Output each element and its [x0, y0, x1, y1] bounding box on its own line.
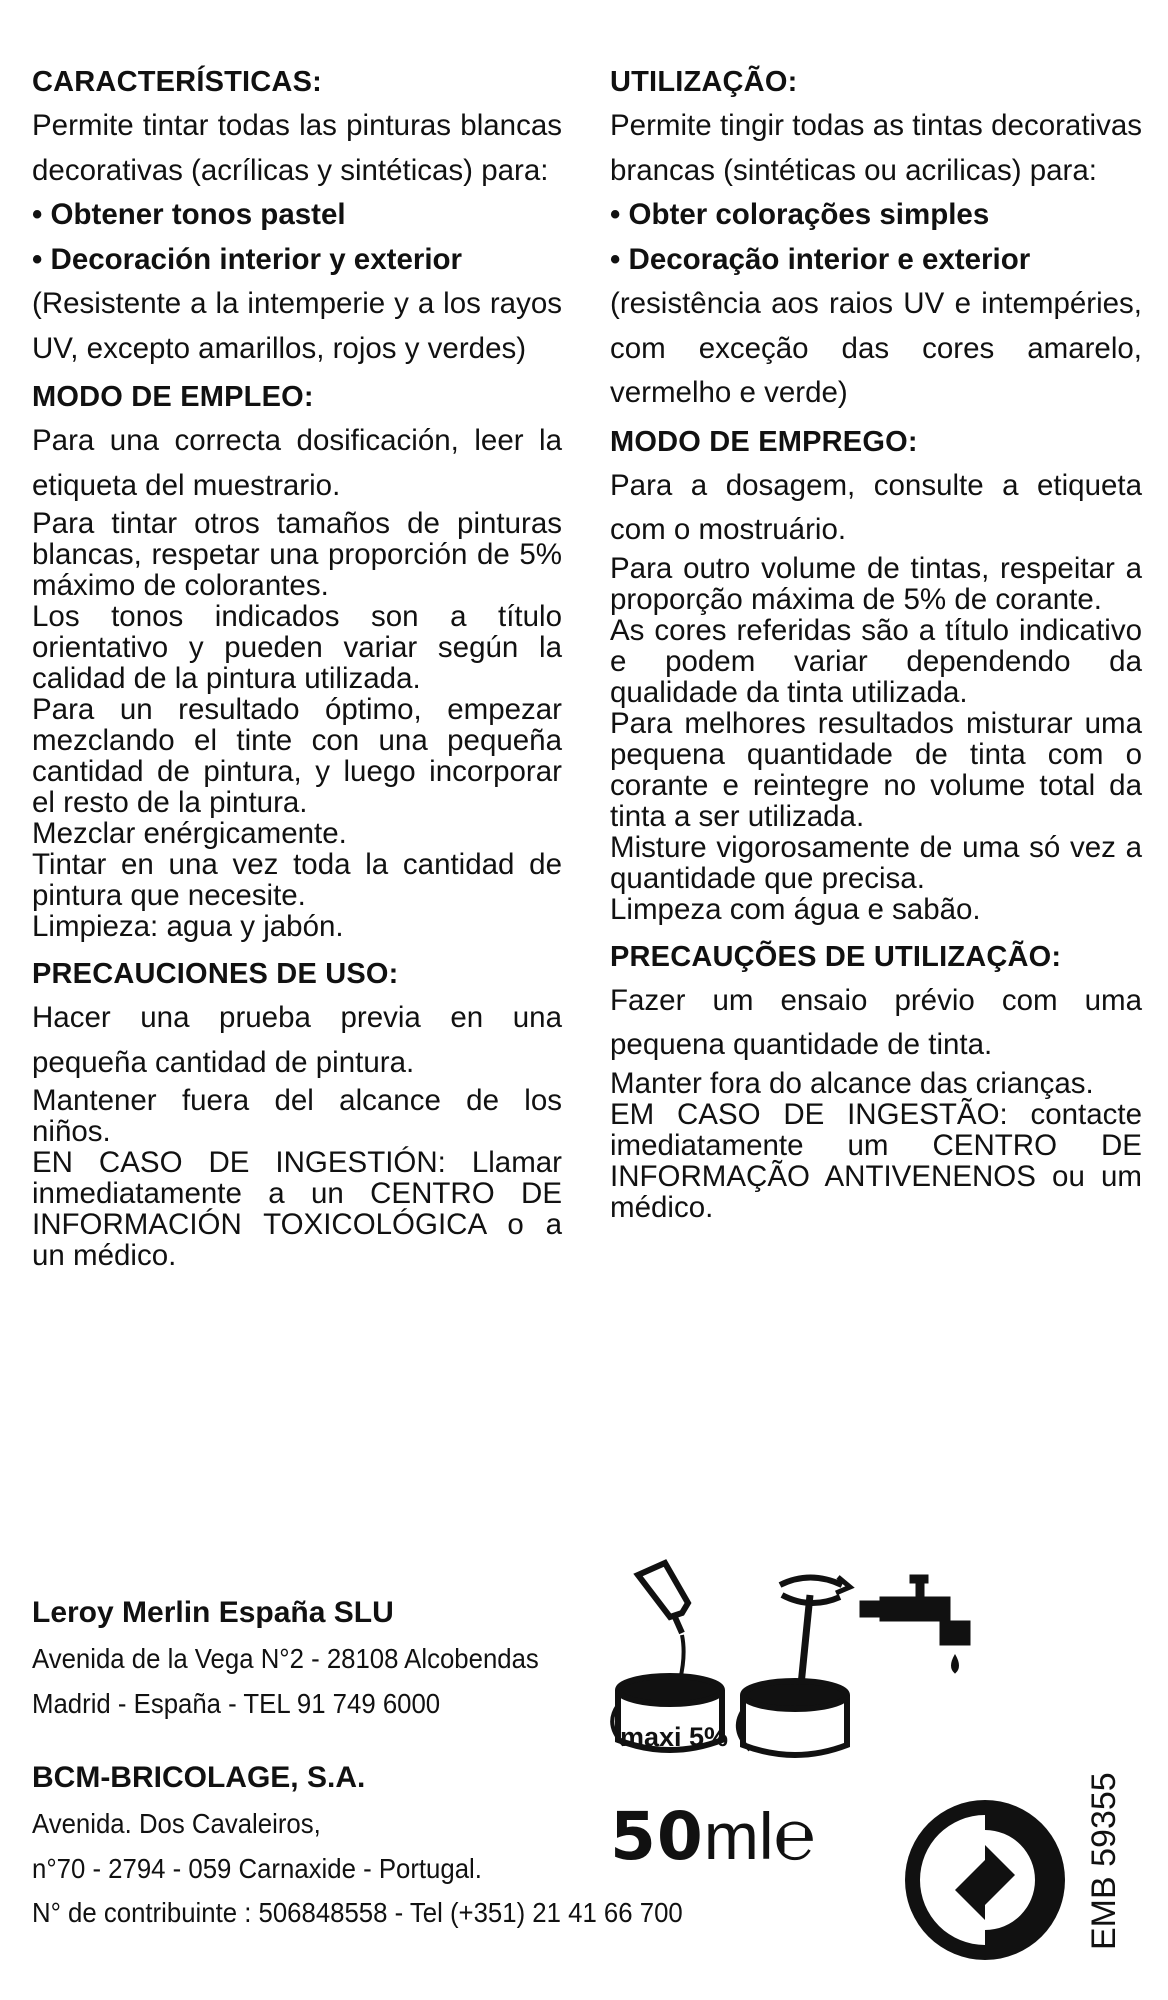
heading-modo-emprego: MODO DE EMPREGO:: [610, 425, 918, 458]
modo-pt-line: Misture vigorosamente de uma só vez a quantidade que precisa.: [610, 830, 1142, 895]
modo-line: Para una correcta dosificación, leer la etiqueta del muestrario.: [32, 424, 562, 502]
heading-precauciones: PRECAUCIONES DE USO:: [32, 958, 399, 990]
green-dot-recycle-icon: [900, 1795, 1070, 1965]
spanish-column: [32, 60, 562, 1271]
company-address: Avenida. Dos Cavaleiros,: [32, 1808, 321, 1839]
estimated-sign-icon: ℮: [773, 1794, 816, 1876]
usage-pictograms: [610, 1555, 1030, 1795]
bcm-bricolage-block: [32, 1755, 521, 1891]
precauciones-line: Mantener fuera del alcance de los niños.: [32, 1084, 562, 1148]
heading-modo-empleo: MODO DE EMPLEO:: [32, 381, 314, 413]
contributor-line: N° de contribuinte : 506848558 - Tel (+351) 21 41 66 700: [32, 1897, 683, 1928]
company-name: Leroy Merlin España SLU: [32, 1596, 394, 1629]
utilizacao-text: Permite tingir todas as tintas decorativas brancas (sintéticas ou acrilicas) para:: [610, 109, 1142, 187]
modo-pt-line: Para melhores resultados misturar uma pequena quantidade de tinta com o corante e reintegre no volume total da tinta a ser utilizada.: [610, 706, 1142, 833]
modo-line: Tintar en una vez toda la cantidad de pintura que necesite.: [32, 848, 562, 912]
company-address: Avenida de la Vega N°2 - 28108 Alcobendas: [32, 1643, 539, 1674]
company-address: Madrid - España - TEL 91 749 6000: [32, 1688, 441, 1719]
modo-line: Mezclar enérgicamente.: [32, 817, 347, 850]
precaucoes-line: EM CASO DE INGESTÃO: contacte imediatamente um CENTRO DE INFORMAÇÃO ANTIVENENOS ou um médico.: [610, 1097, 1142, 1224]
modo-line: Limpieza: agua y jabón.: [32, 910, 344, 943]
utilizacao-note: (resistência aos raios UV e intempéries, com exceção das cores amarelo, vermelho e verde): [610, 287, 1142, 409]
heading-caracteristicas: CARACTERÍSTICAS:: [32, 66, 322, 98]
bullet-coloracoes: • Obter colorações simples: [610, 198, 990, 231]
modo-pt-line: Limpeza com água e sabão.: [610, 892, 981, 926]
precaucoes-line: Fazer um ensaio prévio com uma pequena quantidade de tinta.: [610, 983, 1142, 1061]
company-name: BCM-BRICOLAGE, S.A.: [32, 1761, 366, 1794]
modo-line: Los tonos indicados son a título orientativo y pueden variar según la calidad de la pintura utilizada.: [32, 600, 562, 695]
heading-utilizacao: UTILIZAÇÃO:: [610, 66, 798, 98]
modo-pt-line: As cores referidas são a título indicativo e podem variar dependendo da qualidade da tinta utilizada.: [610, 613, 1142, 709]
max-percentage-label: maxi 5%: [620, 1722, 729, 1752]
leroy-merlin-block: [32, 1590, 583, 1726]
volume-unit: ml: [703, 1799, 774, 1873]
volume-label: [610, 1794, 816, 1876]
water-tap-icon: [860, 1575, 970, 1673]
caracteristicas-text: Permite tintar todas las pinturas blancas decorativas (acrílicas y sintéticas) para:: [32, 109, 562, 187]
caracteristicas-note: (Resistente a la intemperie y a los rayos UV, excepto amarillos, rojos y verdes): [32, 287, 562, 365]
modo-pt-line: Para outro volume de tintas, respeitar a proporção máxima de 5% de corante.: [610, 551, 1142, 616]
stir-paint-icon: [738, 1577, 850, 1755]
bullet-decoracao: • Decoração interior e exterior: [610, 242, 1031, 276]
modo-pt-line: Para a dosagem, consulte a etiqueta com o mostruário.: [610, 468, 1142, 546]
volume-number: 50: [610, 1798, 704, 1875]
modo-line: Para tintar otros tamaños de pinturas blancas, respetar una proporción de 5% máximo de colorantes.: [32, 507, 562, 602]
heading-precaucoes: PRECAUÇÕES DE UTILIZAÇÃO:: [610, 940, 1062, 973]
portuguese-column: [610, 60, 1142, 1223]
bullet-decoracion: • Decoración interior y exterior: [32, 242, 463, 276]
company-address: n°70 - 2794 - 059 Carnaxide - Portugal.: [32, 1853, 482, 1884]
emb-code: EMB 59355: [1085, 1772, 1123, 1950]
modo-line: Para un resultado óptimo, empezar mezclando el tinte con una pequeña cantidad de pintura, y luego incorporar el resto de la pintura.: [32, 693, 562, 819]
precauciones-line: Hacer una prueba previa en una pequeña cantidad de pintura.: [32, 1001, 562, 1079]
bullet-tonos-pastel: • Obtener tonos pastel: [32, 198, 346, 231]
precaucoes-line: Manter fora do alcance das crianças.: [610, 1066, 1094, 1100]
precauciones-line: EN CASO DE INGESTIÓN: Llamar inmediatamente a un CENTRO DE INFORMACIÓN TOXICOLÓGICA o a un médico.: [32, 1146, 562, 1272]
